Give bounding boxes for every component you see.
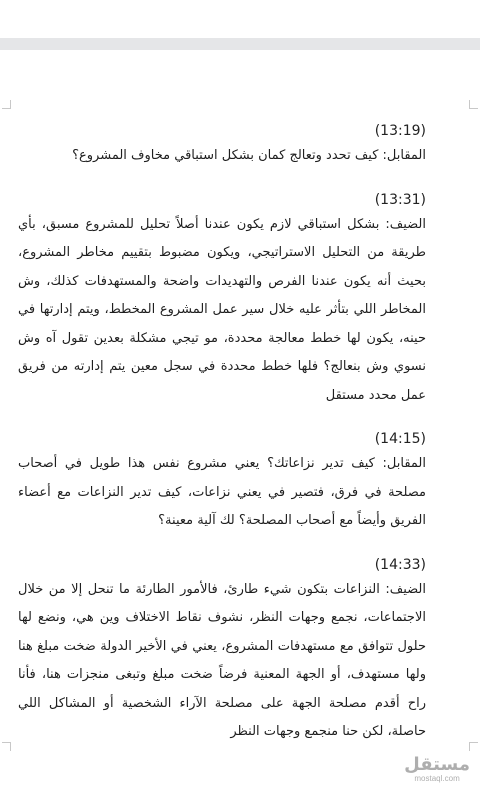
timestamp: (14:15) (374, 431, 426, 447)
page-corner-mark (469, 100, 478, 109)
timestamp: (13:19) (374, 123, 426, 139)
watermark-url: mostaql.com (414, 774, 460, 783)
page-corner-mark (2, 742, 11, 751)
transcript-text: المقابل: كيف تدير نزاعاتك؟ يعني مشروع نفس هذا طويل في أصحاب مصلحة في فرق، فتصير في يعني نزاعات، كيف تدير النزاعات مع أعضاء الفريق وأيضاً مع أصحاب المصلحة؟ لك آلية معينة؟ (18, 456, 426, 528)
timestamp: (13:31) (374, 191, 426, 208)
page-corner-mark (469, 742, 478, 751)
timestamp: (14:33) (374, 556, 426, 573)
toolbar-divider (0, 38, 480, 50)
transcript-text: الضيف: بشكل استباقي لازم يكون عندنا أصلاً تحليل للمشروع مسبق، بأي طريقة من التحليل الاستراتيجي، ويكون مضبوط بتقييم مخاطر المشروع، بحيث أنه يكون عندنا الفرص والتهديدات واضحة والمستهدفات كذلك، وش المخاطر اللي بتأثر عليه خلال سير عمل المشروع المخطط، ويتم إدارتها في حينه، يكون لها خطط معالجة محددة، مو تيجي مشكلة بعدين تقول آه وش نسوي وش بنعالج؟ فلها خطط محددة في سجل معين يتم إدارته من فريق عمل محدد مستقل (18, 216, 426, 403)
document-page (18, 120, 426, 765)
mostaql-watermark (404, 756, 470, 784)
transcript-text: المقابل: كيف تحدد وتعالج كمان بشكل استباقي مخاوف المشروع؟ (72, 148, 426, 163)
watermark-logo-text: مستقل (404, 754, 470, 775)
page-corner-mark (2, 100, 11, 109)
transcript-block (18, 554, 426, 747)
transcript-block (18, 428, 426, 536)
transcript-block (18, 189, 426, 411)
transcript-text: الضيف: النزاعات بتكون شيء طارئ، فالأمور الطارئة ما تنحل إلا من خلال الاجتماعات، نجمع وجهات النظر، نشوف نقاط الاختلاف وين هي، ونضع لها حلول تتوافق مع مستهدفات المشروع، يعني في الأخير الدولة ضخت مبلغ هنا ولها مستهدف، أو الجهة المعنية فرضاً ضخت مبلغ وتبغى منجزات هنا، فأنا راح أقدم مصلحة الجهة على مصلحة الآراء الشخصية أو المشاكل اللي حاصلة، لكن حنا منجمع وجهات النظر (18, 581, 426, 739)
transcript-block (18, 120, 426, 171)
